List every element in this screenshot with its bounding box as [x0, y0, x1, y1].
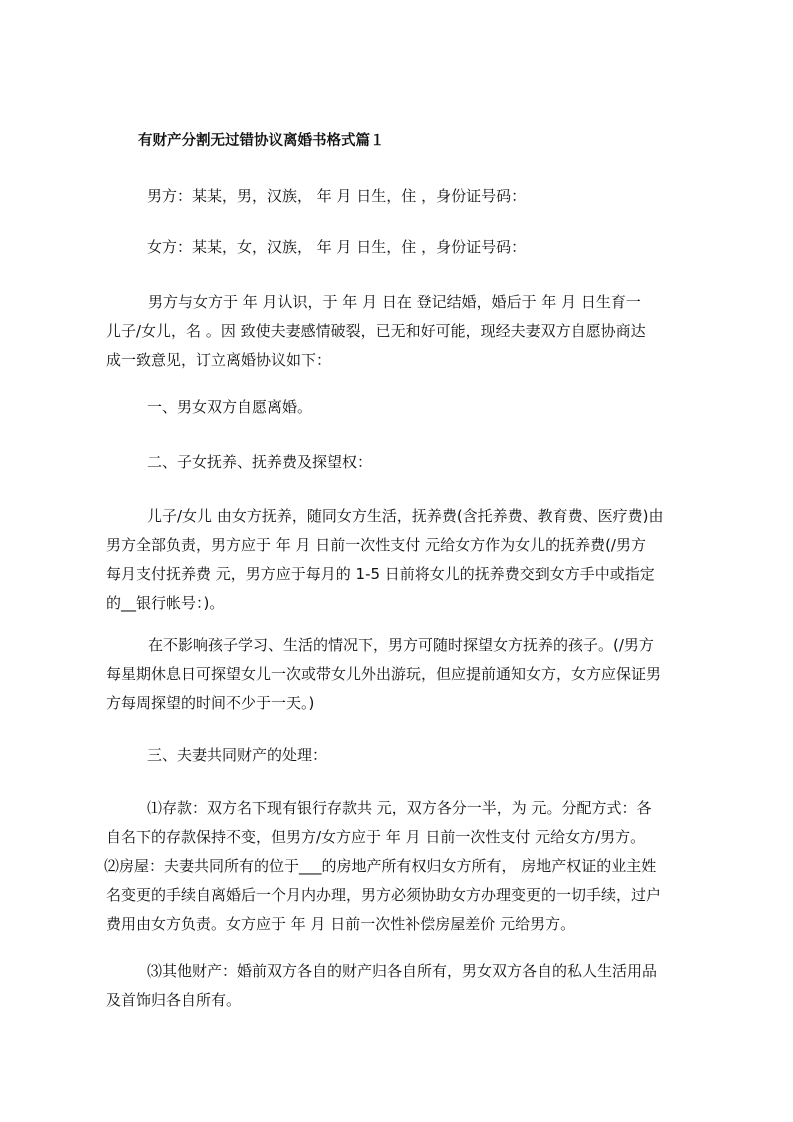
intro-paragraph: [106, 288, 706, 375]
property-line: ⑵房屋：夫妻共同所有的位于___的房地产所有权归女方所有， 房地产权证的业主姓: [104, 857, 657, 875]
custody-line: 每月支付抚养费 元，男方应于每月的 1-5 日前将女儿的抚养费交到女方手中或指定: [106, 565, 655, 583]
visitation-line: 在不影响孩子学习、生活的情况下，男方可随时探望女方抚养的孩子。(/男方: [148, 636, 654, 654]
document-title: 有财产分割无过错协议离婚书格式篇１: [138, 133, 385, 149]
property-line: 自名下的存款保持不变，但男方/女方应于 年 月 日前一次性支付 元给女方/男方。: [106, 828, 646, 846]
visitation-line: 方每周探望的时间不少于一天。): [106, 694, 315, 712]
intro-line: 成一致意见，订立离婚协议如下：: [106, 351, 332, 369]
other-property-line: ⑶其他财产：婚前双方各自的财产归各自所有，男女双方各自的私人生活用品: [147, 962, 658, 980]
property-line: 名变更的手续自离婚后一个月内办理，男方必须协助女方办理变更的一切手续，过户: [106, 886, 662, 904]
property-line: 费用由女方负责。女方应于 年 月 日前一次性补偿房屋差价 元给男方。: [106, 915, 576, 933]
property-line: ⑴存款：双方名下现有银行存款共 元，双方各分一半，为 元。分配方式：各: [147, 799, 652, 817]
clause-2-heading: 二、子女抚养、抚养费及探望权：: [147, 453, 373, 471]
intro-line: 男方与女方于 年 月认识，于 年 月 日在 登记结婚，婚后于 年 月 日生育一: [148, 293, 641, 311]
clause-3-heading: 三、夫妻共同财产的处理：: [147, 746, 328, 764]
custody-line: 的__银行帐号：)。: [106, 594, 225, 612]
visitation-line: 每星期休息日可探望女儿一次或带女儿外出游玩，但应提前通知女方，女方应保证男: [106, 665, 662, 683]
other-property-paragraph: [106, 957, 706, 1015]
custody-line: 儿子/女儿 由女方抚养，随同女方生活，抚养费(含托养费、教育费、医疗费)由: [147, 507, 664, 525]
clause-1-heading: 一、男女双方自愿离婚。: [147, 398, 313, 416]
man-info-line: 男方：某某，男，汉族， 年 月 日生，住 ，身份证号码：: [147, 187, 527, 205]
visitation-paragraph: [106, 631, 706, 718]
property-paragraph: [106, 794, 706, 939]
custody-paragraph: [106, 502, 706, 618]
other-property-line: 及首饰归各自所有。: [106, 991, 242, 1009]
intro-line: 儿子/女儿，名 。因 致使夫妻感情破裂，已无和好可能，现经夫妻双方自愿协商达: [106, 322, 646, 340]
custody-line: 男方全部负责，男方应于 年 月 日前一次性支付 元给女方作为女儿的抚养费(/男方: [106, 536, 646, 554]
woman-info-line: 女方：某某，女，汉族， 年 月 日生，住 ，身份证号码：: [147, 238, 527, 256]
